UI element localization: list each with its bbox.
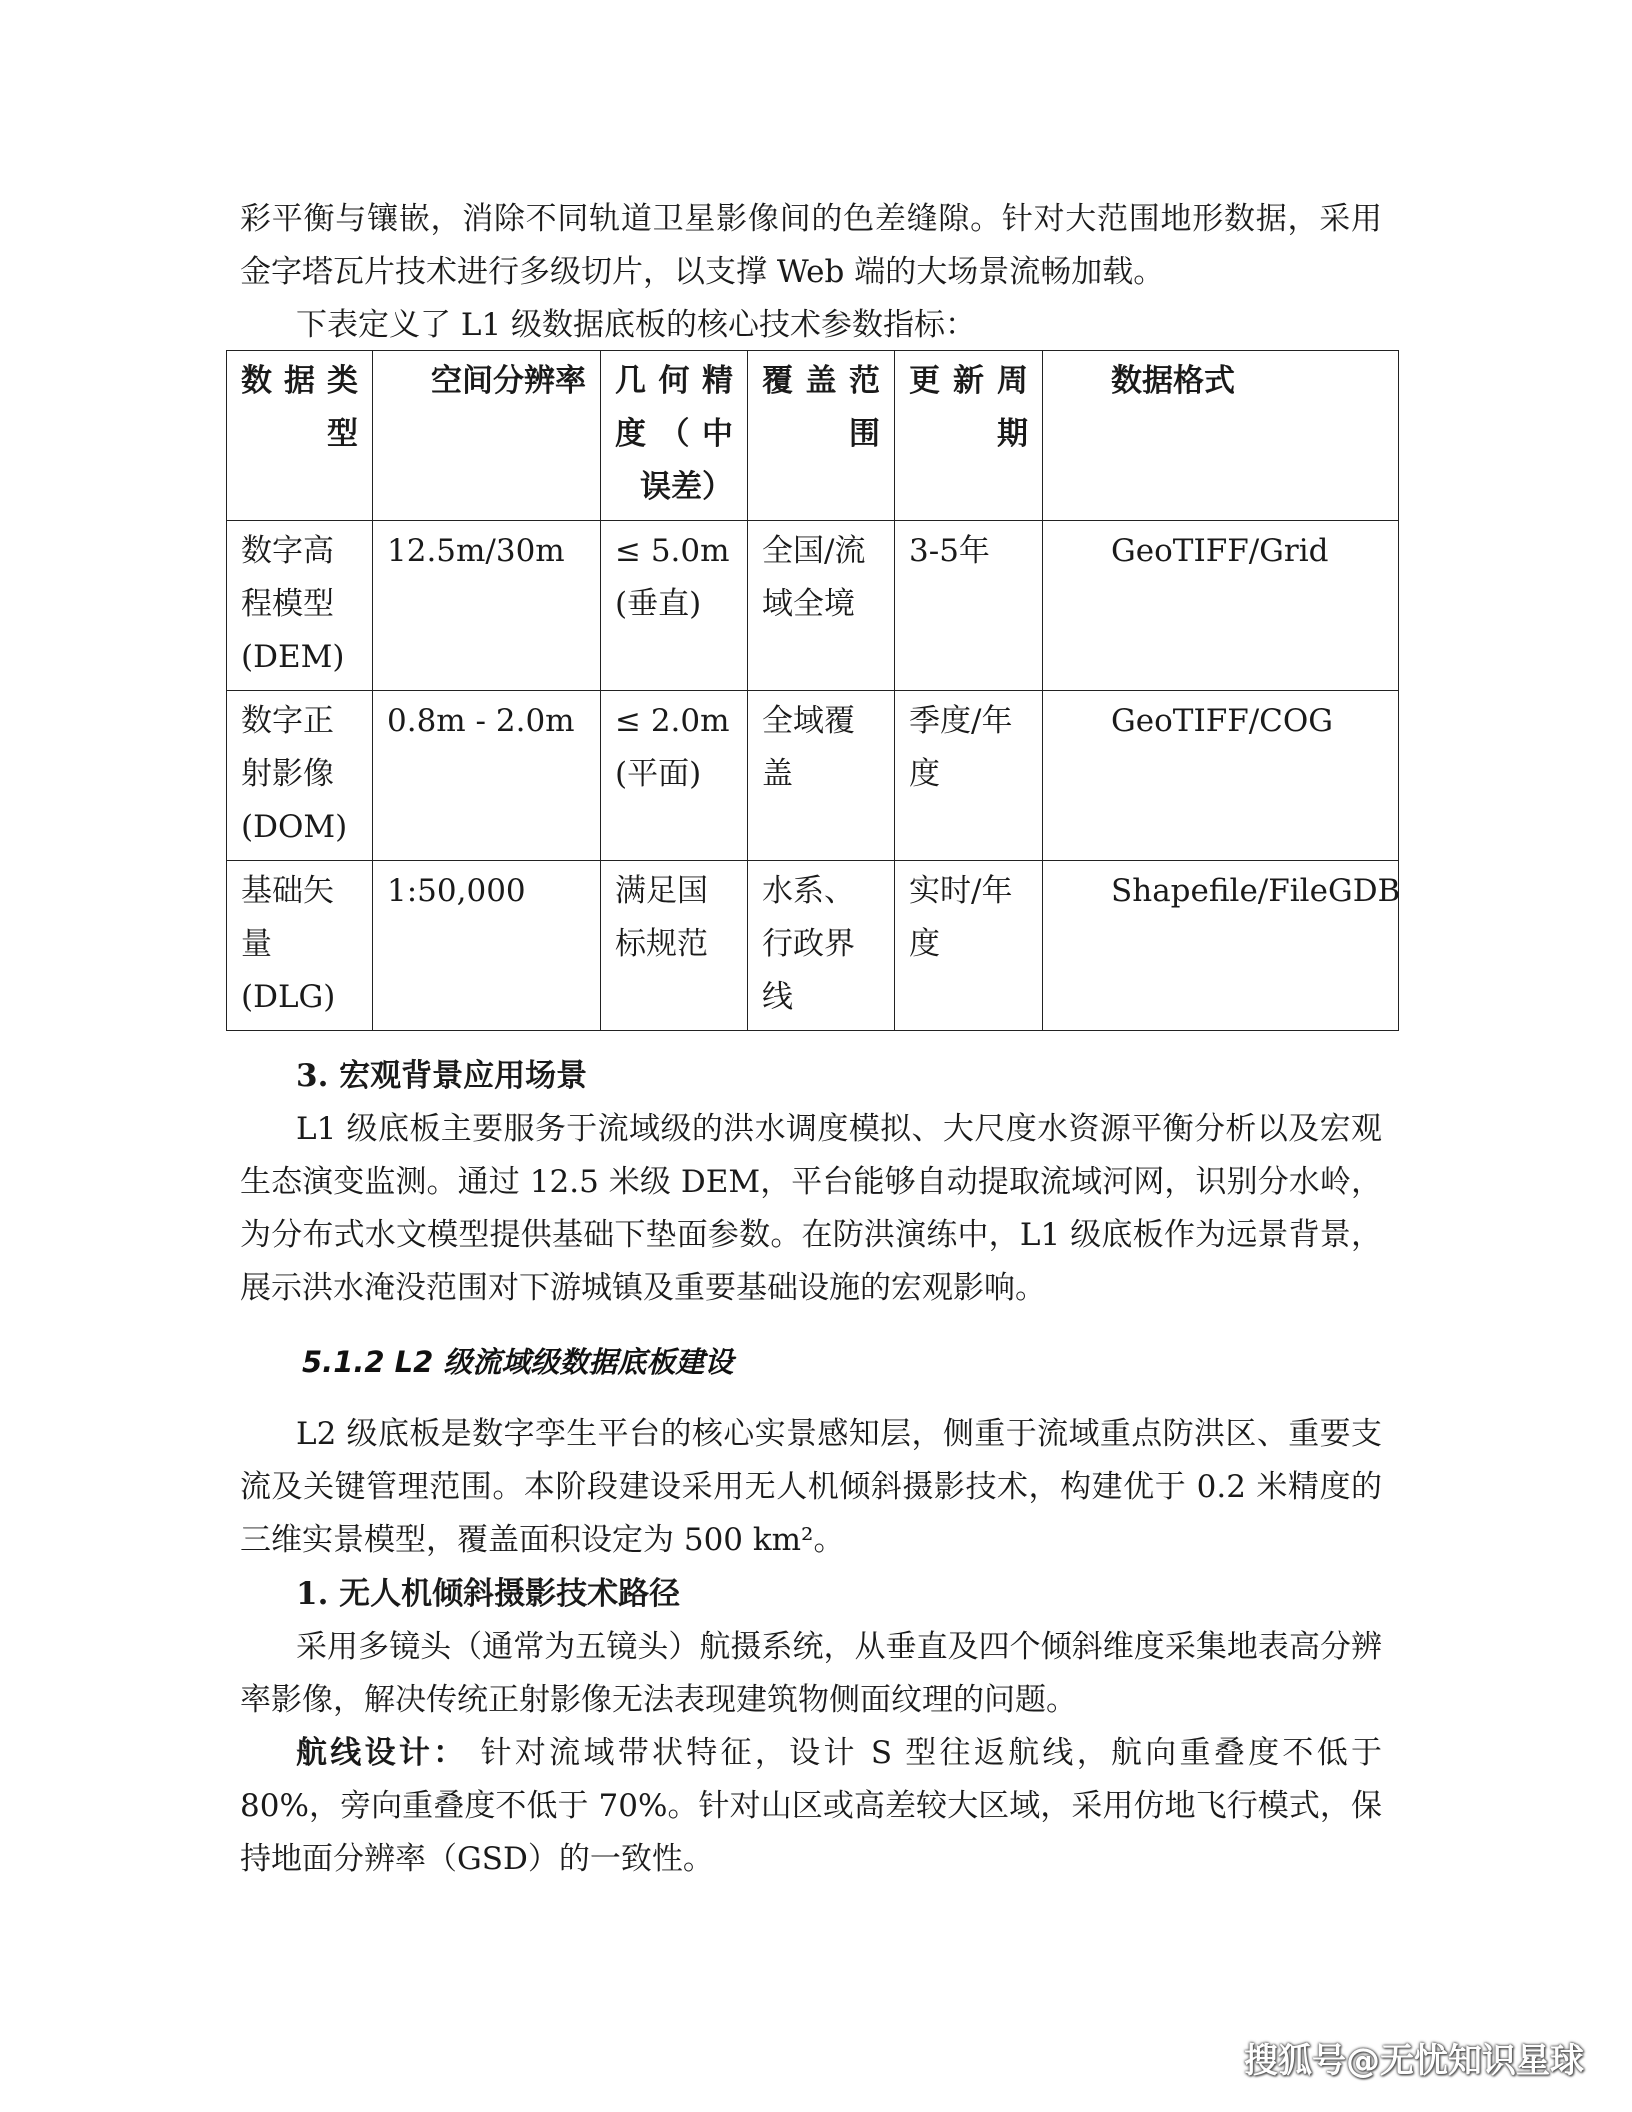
table-cell: GeoTIFF/COG: [1043, 691, 1399, 861]
table-intro-paragraph: 下表定义了 L1 级数据底板的核心技术参数指标：: [296, 307, 977, 343]
table-header-row: [227, 351, 1399, 521]
section-3-heading: 3. 宏观背景应用场景: [296, 1058, 588, 1094]
table-cell: Shapefile/FileGDB: [1043, 861, 1399, 1031]
table-cell: 实时/年度: [895, 861, 1043, 1031]
section-5-1-2-body: L2 级底板是数字孪生平台的核心实景感知层，侧重于流域重点防洪区、重要支流及关键管理范围。本阶段建设采用无人机倾斜摄影技术，构建优于 0.2 米精度的三维实景模型，覆盖面积设定为 500 km²。: [240, 1416, 1382, 1558]
table-cell: 基础矢量(DLG): [227, 861, 373, 1031]
table-cell: 12.5m/30m: [373, 521, 601, 691]
table-cell: 3-5年: [895, 521, 1043, 691]
table-cell: 数字高程模型(DEM): [227, 521, 373, 691]
section-3-body: L1 级底板主要服务于流域级的洪水调度模拟、大尺度水资源平衡分析以及宏观生态演变监测。通过 12.5 米级 DEM，平台能够自动提取流域河网，识别分水岭，为分布式水文模型提供基础下垫面参数。在防洪演练中，L1 级底板作为远景背景，展示洪水淹没范围对下游城镇及重要基础设施的宏观影响。: [240, 1111, 1382, 1306]
intro-paragraph: 彩平衡与镶嵌，消除不同轨道卫星影像间的色差缝隙。针对大范围地形数据，采用金字塔瓦片技术进行多级切片，以支撑 Web 端的大场景流畅加载。: [240, 201, 1382, 290]
section-5-1-2-heading: 5.1.2 L2 级流域级数据底板建设: [302, 1345, 734, 1379]
table-row: [227, 691, 1399, 861]
table-cell: ≤ 5.0m (垂直): [601, 521, 748, 691]
route-design-body: 针对流域带状特征，设计 S 型往返航线，航向重叠度不低于 80%，旁向重叠度不低于 70%。针对山区或高差较大区域，采用仿地飞行模式，保持地面分辨率（GSD）的一致性。: [240, 1735, 1382, 1877]
table-cell: 满足国标规范: [601, 861, 748, 1031]
route-design-paragraph: [240, 1727, 1382, 1886]
section-1-body: 采用多镜头（通常为五镜头）航摄系统，从垂直及四个倾斜维度采集地表高分辨率影像，解决传统正射影像无法表现建筑物侧面纹理的问题。: [240, 1629, 1382, 1718]
table-header-cell: 数据格式: [1043, 351, 1399, 521]
table-header-cell: 数据类型: [227, 351, 373, 521]
table-cell: 水系、行政界线: [748, 861, 895, 1031]
table-cell: GeoTIFF/Grid: [1043, 521, 1399, 691]
route-design-label: 航线设计：: [296, 1735, 468, 1771]
table-cell: 季度/年度: [895, 691, 1043, 861]
table-header-cell: 更新周期: [895, 351, 1043, 521]
table-cell: 全国/流域全境: [748, 521, 895, 691]
table-header-cell: 覆盖范围: [748, 351, 895, 521]
table-row: [227, 861, 1399, 1031]
table-cell: 1:50,000: [373, 861, 601, 1031]
section-1-heading: 1. 无人机倾斜摄影技术路径: [296, 1576, 681, 1612]
table-header-cell: 几何精度（中误差）: [601, 351, 748, 521]
spec-table: [226, 350, 1399, 1031]
table-cell: ≤ 2.0m (平面): [601, 691, 748, 861]
table-cell: 全域覆盖: [748, 691, 895, 861]
table-cell: 0.8m - 2.0m: [373, 691, 601, 861]
table-header-cell: 空间分辨率: [373, 351, 601, 521]
table-row: [227, 521, 1399, 691]
watermark: 搜狐号@无忧知识星球: [1244, 2041, 1584, 2081]
table-cell: 数字正射影像(DOM): [227, 691, 373, 861]
